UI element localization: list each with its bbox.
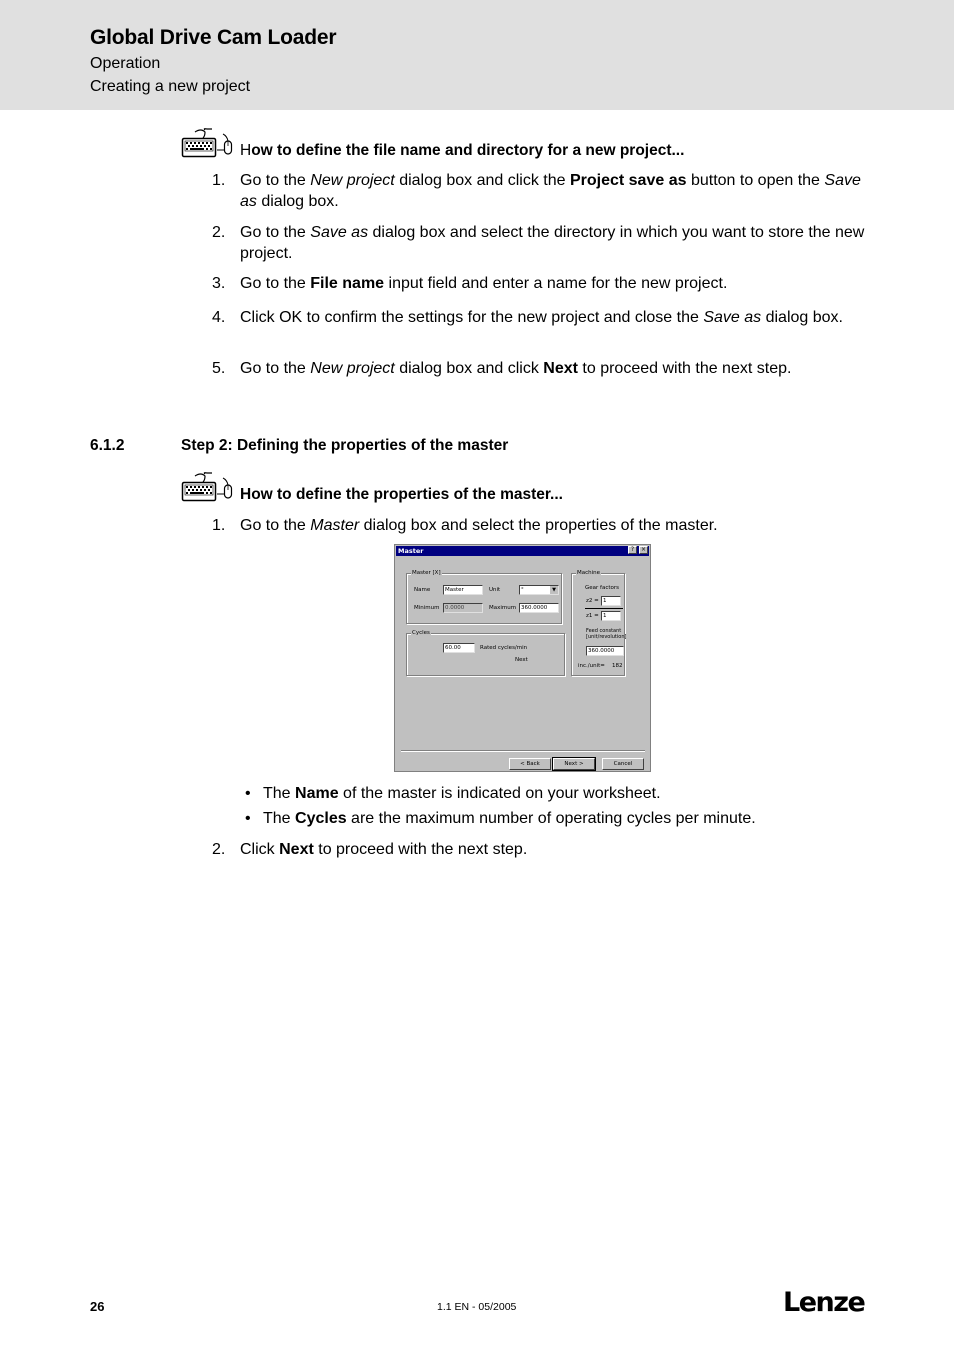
bullet-text <box>263 809 756 829</box>
text-run: Project save as <box>569 172 687 189</box>
text-run: are the maximum number of operating cycles per minute. <box>346 810 756 827</box>
unit-select[interactable]: ° ▼ <box>519 585 559 595</box>
step-number: 1. <box>212 172 226 189</box>
keyboard-mouse-icon <box>181 128 235 160</box>
bullet-icon: • <box>245 785 251 802</box>
feed-constant-label: Feed constant [unit/revolution] <box>586 628 627 640</box>
text-run: input field and enter a name for the new project. <box>384 275 728 292</box>
text-run: Click <box>240 841 280 858</box>
step-number: 2. <box>212 841 226 858</box>
howto-title-master: How to define the properties of the master... <box>240 486 563 503</box>
minimum-label: Minimum <box>414 605 440 611</box>
text-run: dialog box and select the properties of the master. <box>359 517 718 534</box>
step-number: 5. <box>212 360 226 377</box>
master-group <box>406 573 562 624</box>
document-version: 1.1 EN - 05/2005 <box>437 1301 517 1313</box>
text-run: dialog box. <box>256 192 339 210</box>
text-run: dialog box and select the directory in which you want to store the new project. <box>240 224 865 262</box>
text-run: dialog box and click the <box>394 172 570 189</box>
step-number: 3. <box>212 275 226 292</box>
howto-heading-file-name <box>181 128 685 160</box>
gear-factors-label: Gear factors <box>585 585 620 591</box>
text-run: dialog box and click <box>394 360 544 377</box>
step-text <box>240 840 870 861</box>
text-run: Click OK to confirm the settings for the new project and close the <box>240 309 704 326</box>
bullet-text <box>263 784 661 804</box>
step-text <box>240 171 870 212</box>
text-run: Next <box>279 841 314 858</box>
step-text <box>240 274 870 295</box>
section-subtitle: Creating a new project <box>90 78 251 95</box>
cycles-unit-label: Rated cycles/min <box>480 645 528 651</box>
document-title: Global Drive Cam Loader <box>90 26 337 49</box>
text-run: Save as <box>703 309 762 326</box>
step-number: 1. <box>212 517 226 534</box>
z1-label: z1 = <box>586 613 599 619</box>
cycles-group <box>406 633 565 676</box>
z1-field[interactable]: 1 <box>601 611 621 621</box>
text-run: Go to the <box>240 275 311 292</box>
text-run: The <box>263 810 296 827</box>
close-button[interactable]: × <box>640 546 647 553</box>
text-run: Next <box>543 360 578 377</box>
z2-field[interactable]: 1 <box>601 596 621 606</box>
name-label: Name <box>414 587 431 593</box>
master-group-label: Master [X] <box>412 570 441 576</box>
master-dialog-screenshot <box>394 544 651 772</box>
text-run: Cycles <box>295 810 347 827</box>
name-field[interactable]: Master <box>443 585 483 595</box>
back-button[interactable]: < Back <box>509 758 551 770</box>
text-run: Go to the <box>240 360 311 377</box>
cycles-next-label: Next <box>515 657 528 663</box>
text-run: The <box>263 785 296 802</box>
page-header <box>0 0 954 110</box>
chapter-title: Operation <box>90 55 161 72</box>
text-run: dialog box. <box>761 309 843 326</box>
fraction-line <box>585 608 623 609</box>
text-run: Name <box>295 785 339 802</box>
minimum-field[interactable]: 0.0000 <box>443 603 483 613</box>
cancel-button[interactable]: Cancel <box>602 758 644 770</box>
text-run: of the master is indicated on your worksheet. <box>338 785 661 802</box>
text-run: New project <box>310 172 395 189</box>
step-number: 2. <box>212 224 226 241</box>
text-run: Go to the <box>240 517 311 534</box>
lenze-logo: Lenze <box>783 1287 865 1318</box>
text-run: Master <box>310 517 360 534</box>
step-number: 4. <box>212 309 226 326</box>
text-run: button to open the <box>686 172 825 189</box>
machine-group-label: Machine <box>577 570 601 576</box>
maximum-field[interactable]: 360.0000 <box>519 603 559 613</box>
cycles-field[interactable]: 60.00 <box>443 643 475 653</box>
text-run: Go to the <box>240 172 311 189</box>
text-run: Go to the <box>240 224 311 241</box>
text-run: to proceed with the next step. <box>313 841 528 858</box>
text-run: to proceed with the next step. <box>577 360 792 377</box>
keyboard-mouse-icon <box>181 472 235 504</box>
howto-title-file-name: How to define the file name and directory for a new project... <box>240 142 685 159</box>
next-button[interactable]: Next > <box>553 758 595 770</box>
unit-label: Unit <box>489 587 501 593</box>
text-run: File name <box>310 275 385 292</box>
inc-per-unit-label: inc./unit= <box>578 663 605 669</box>
step-text <box>240 223 870 264</box>
z2-label: z2 = <box>586 598 599 604</box>
dialog-title-bar: Master <box>396 546 649 556</box>
text-run: New project <box>310 360 395 377</box>
dialog-separator <box>401 750 645 752</box>
inc-per-unit-value: 182 <box>612 663 623 669</box>
step-text <box>240 308 870 329</box>
cycles-group-label: Cycles <box>412 630 430 636</box>
section-number: 6.1.2 <box>90 437 125 454</box>
section-title: Step 2: Defining the properties of the master <box>181 437 509 454</box>
text-run: Save as <box>240 172 861 210</box>
chevron-down-icon[interactable]: ▼ <box>550 586 558 594</box>
page-number: 26 <box>90 1299 105 1314</box>
feed-constant-field[interactable]: 360.0000 <box>586 646 624 656</box>
maximum-label: Maximum <box>489 605 517 611</box>
howto-heading-master <box>181 472 563 504</box>
step-text <box>240 516 870 537</box>
bullet-icon: • <box>245 810 251 827</box>
step-text <box>240 359 870 380</box>
help-button[interactable]: ? <box>628 546 637 554</box>
text-run: Save as <box>310 224 369 241</box>
